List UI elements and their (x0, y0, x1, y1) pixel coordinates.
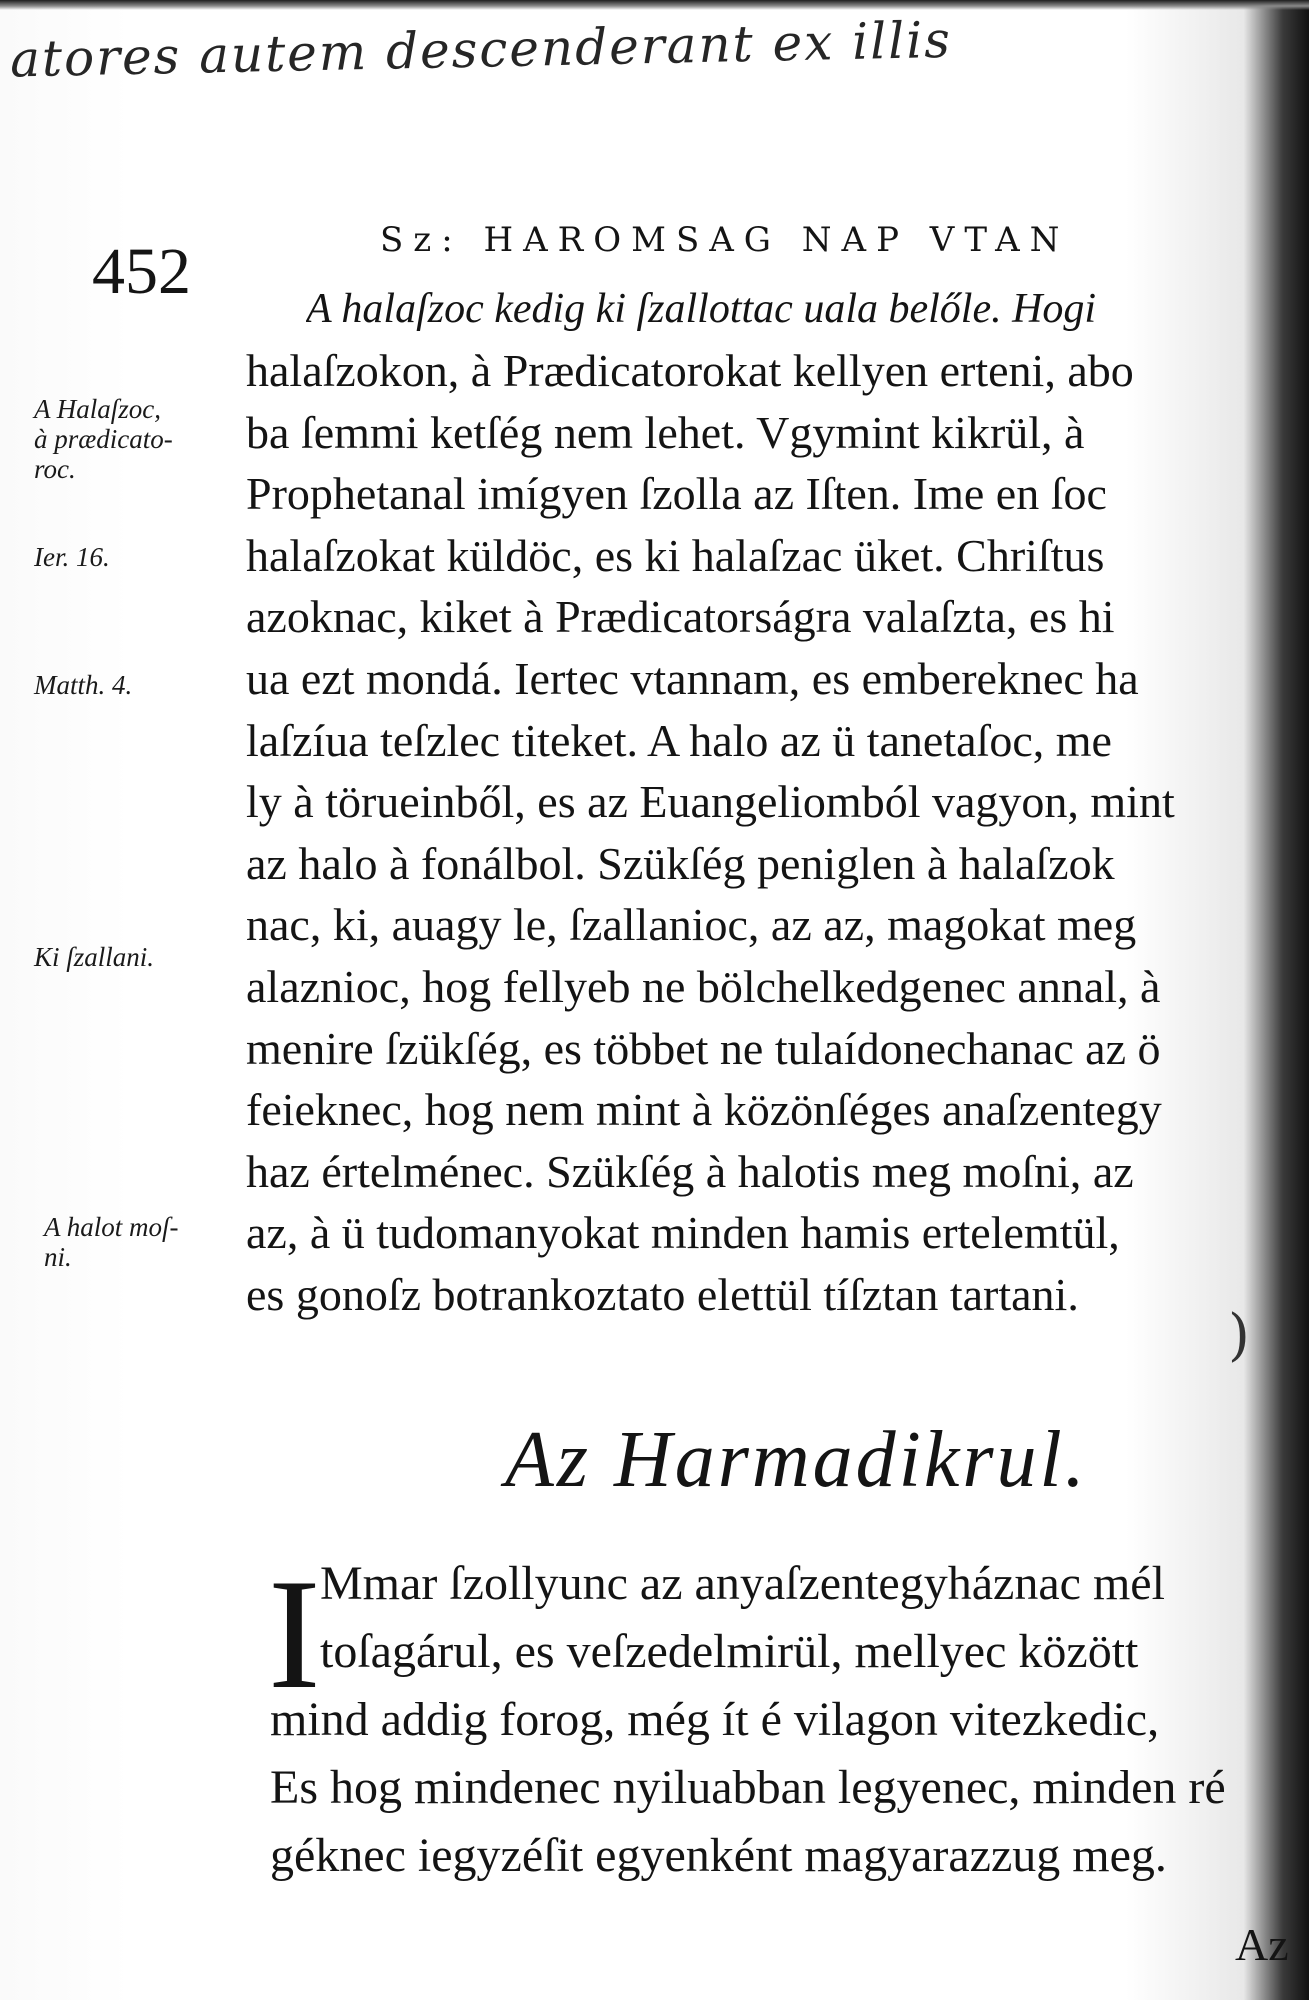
text-line: az, à ü tudomanyokat minden hamis ertelemtül, (246, 1207, 1120, 1259)
margin-note (34, 394, 173, 484)
margin-note-line: roc. (34, 454, 76, 484)
text-line: Mmar ſzollyunc az anyaſzentegyháznac mél (320, 1557, 1165, 1610)
closing-bracket: ) (1228, 1303, 1250, 1368)
margin-note (44, 1212, 179, 1272)
text-line: ba ſemmi ketſég nem lehet. Vgymint kikrül, à (246, 406, 1085, 458)
second-section-text (268, 1547, 1270, 1900)
text-line: toſagárul, es veſzedelmirül, mellyec között (320, 1625, 1139, 1678)
text-line: laſzíua teſzlec titeket. A halo az ü tanetaſoc, me (246, 714, 1112, 766)
text-line: Prophetanal imígyen ſzolla az Iſten. Ime en ſoc (246, 468, 1107, 520)
running-head: Sz: HAROMSAG NAP VTAN (380, 220, 1070, 260)
catchword: Az (1235, 1919, 1289, 1970)
text-line: mind addig forog, még ít é vilagon vitezkedic, (270, 1693, 1160, 1746)
text-line: feieknec, hog nem mint à közönſéges anaſzentegy (246, 1084, 1162, 1136)
text-line: az halo à fonálbol. Szükſég peniglen à halaſzok (246, 837, 1115, 889)
lead-quote: A halaſzoc kedig ki ſzallottac uala belőle. Hogi (306, 286, 1097, 332)
margin-note (34, 670, 132, 700)
text-line: ua ezt mondá. Iertec vtannam, es embereknec ha (246, 652, 1139, 704)
text-line: ly à törueinből, es az Euangeliomból vagyon, mint (246, 776, 1175, 828)
text-line: halaſzokon, à Prædicatorokat kellyen erteni, abo (246, 345, 1134, 396)
text-line: géknec iegyzéſit egyenként magyarazzug meg. (270, 1829, 1167, 1882)
text-line: halaſzokat küldöc, es ki halaſzac üket. Chriſtus (246, 529, 1105, 581)
section-heading: Az Harmadikrul. (505, 1416, 1088, 1504)
margin-note (34, 542, 110, 572)
text-line: es gonoſz botrankoztato elettül tíſztan tartani. (246, 1268, 1079, 1320)
margin-note-line: ni. (44, 1242, 72, 1272)
margin-note (34, 942, 154, 972)
margin-note-line: Matth. 4. (34, 670, 133, 700)
page-number: 452 (92, 235, 191, 308)
text-line: menire ſzükſég, es többet ne tulaídonechanac az ö (246, 1022, 1161, 1074)
margin-note-line: A halot moſ- (44, 1212, 179, 1242)
margin-note-line: A Halaſzoc, (34, 394, 161, 424)
margin-note-line: à prædicato- (34, 424, 173, 454)
text-line: nac, ki, auagy le, ſzallanioc, az az, magokat meg (246, 899, 1137, 951)
margin-note-line: Ier. 16. (34, 542, 110, 572)
text-line: alaznioc, hog fellyeb ne bölchelkedgenec annal, à (246, 960, 1161, 1012)
body-text (246, 340, 1260, 1340)
margin-note-line: Ki ſzallani. (34, 942, 155, 972)
text-line: Es hog mindenec nyiluabban legyenec, minden ré (270, 1761, 1226, 1814)
handwritten-annotation: atores autem descenderant ex illis (9, 10, 953, 89)
text-line: haz értelménec. Szükſég à halotis meg moſni, az (246, 1145, 1134, 1197)
text-line: azoknac, kiket à Prædicatorságra valaſzta, es hi (246, 591, 1115, 643)
drop-cap: I (268, 1547, 321, 1722)
